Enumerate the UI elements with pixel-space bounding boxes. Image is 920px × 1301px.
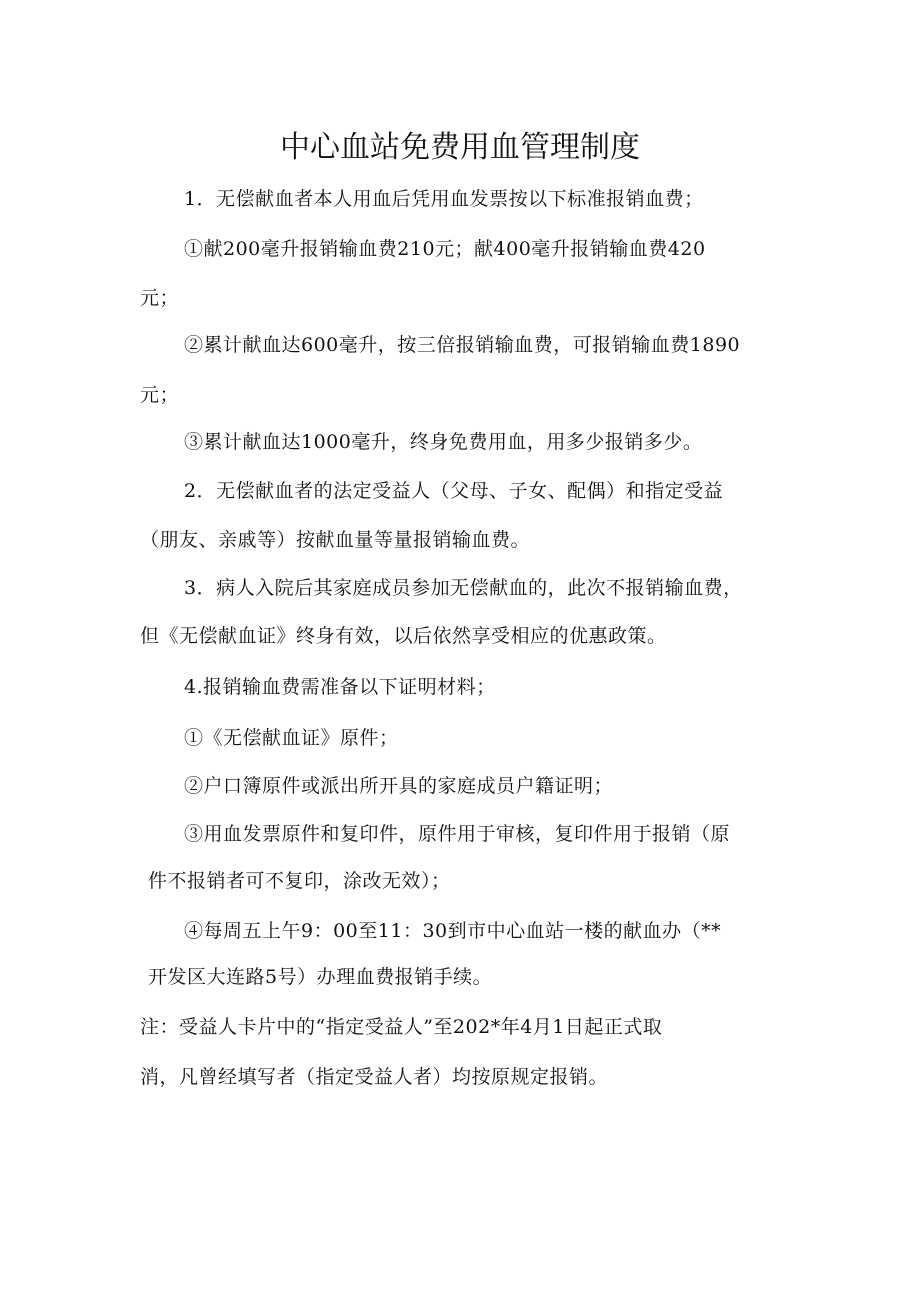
- text-line-9: 3．病人入院后其家庭成员参加无偿献血的，此次不报销输血费，: [184, 577, 743, 599]
- text-line-17: 开发区大连路5号）办理血费报销手续。: [148, 966, 493, 988]
- text-line-3: 元；: [140, 287, 180, 309]
- text-line-2: ①献200毫升报销输血费210元；献400毫升报销输血费420: [184, 238, 706, 260]
- text-line-5: 元；: [140, 384, 180, 406]
- text-line-6: ③累计献血达1000毫升，终身免费用血，用多少报销多少。: [184, 431, 703, 453]
- text-line-13: ②户口簿原件或派出所开具的家庭成员户籍证明；: [184, 775, 614, 797]
- note-line-2: 消，凡曾经填写者（指定受益人者）均按原规定报销。: [140, 1066, 609, 1088]
- text-line-8: （朋友、亲戚等）按献血量等量报销输血费。: [140, 529, 531, 551]
- text-line-15: 件不报销者可不复印，涂改无效）；: [148, 870, 451, 892]
- text-line-12: ①《无偿献血证》原件；: [184, 727, 399, 749]
- text-line-7: 2．无偿献血者的法定受益人（父母、子女、配偶）和指定受益: [184, 480, 724, 502]
- text-line-10: 但《无偿献血证》终身有效，以后依然享受相应的优惠政策。: [140, 625, 667, 647]
- text-line-1: 1．无偿献血者本人用血后凭用血发票按以下标准报销血费；: [184, 188, 704, 210]
- text-line-11: 4.报销输血费需准备以下证明材料；: [184, 676, 496, 698]
- note-line-1: 注：受益人卡片中的“指定受益人”至202*年4月1日起正式取: [140, 1016, 663, 1038]
- text-line-14: ③用血发票原件和复印件，原件用于审核，复印件用于报销（原: [184, 823, 731, 845]
- document-title: 中心血站免费用血管理制度: [280, 130, 640, 165]
- text-line-4: ②累计献血达600毫升，按三倍报销输血费，可报销输血费1890: [184, 334, 741, 356]
- text-line-16: ④每周五上午9：00至11：30到市中心血站一楼的献血办（**: [184, 920, 722, 942]
